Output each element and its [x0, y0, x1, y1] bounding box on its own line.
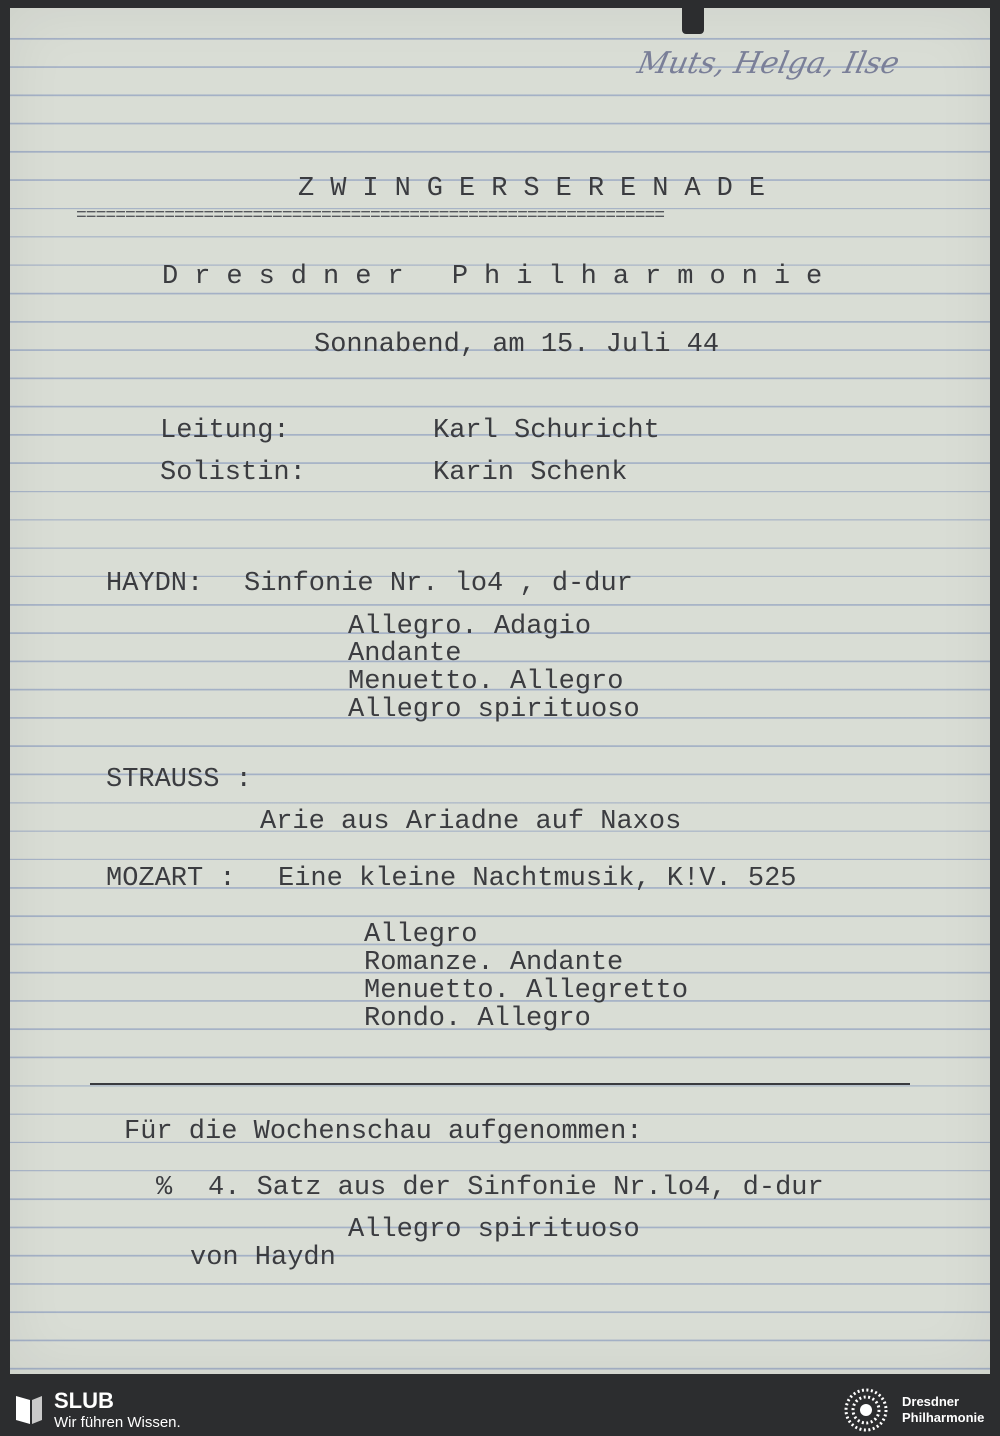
partner-name-line: Philharmonie [902, 1410, 985, 1425]
newsreel-heading: Für die Wochenschau aufgenommen: [124, 1117, 643, 1147]
title-underline: ============================================================ [76, 206, 665, 226]
conductor-label: Leitung: [160, 416, 290, 446]
section-divider [90, 1083, 910, 1085]
strauss-composer: STRAUSS : [106, 765, 252, 795]
mozart-movement: Rondo. Allegro [364, 1004, 591, 1034]
newsreel-line: Allegro spirituoso [348, 1215, 640, 1245]
haydn-movement: Menuetto. Allegro [348, 667, 624, 697]
mozart-composer: MOZART : [106, 864, 236, 894]
slub-title: SLUB [54, 1388, 114, 1413]
soloist-label: Solistin: [160, 458, 306, 488]
haydn-composer: HAYDN: [106, 569, 204, 599]
strauss-work: Arie aus Ariadne auf Naxos [260, 807, 682, 837]
slub-subtitle: Wir führen Wissen. [54, 1414, 181, 1431]
orchestra-name: Dresdner Philharmonie [162, 262, 839, 292]
typed-program-sheet [10, 8, 990, 1374]
slub-logo-icon [14, 1392, 44, 1426]
paper-notch [682, 8, 704, 34]
haydn-work: Sinfonie Nr. lo4 , d-dur [244, 569, 633, 599]
page-title: ZWINGERSERENADE [298, 174, 782, 204]
newsreel-mark: % [156, 1173, 173, 1203]
handwritten-names: Muts, Helga, Ilse [634, 46, 903, 81]
haydn-movement: Andante [348, 639, 462, 669]
mozart-movement: Menuetto. Allegretto [364, 976, 689, 1006]
mozart-movement: Romanze. Andante [364, 948, 624, 978]
newsreel-line: 4. Satz aus der Sinfonie Nr.lo4, d-dur [208, 1173, 824, 1203]
haydn-movement: Allegro spirituoso [348, 695, 640, 725]
newsreel-line: von Haydn [190, 1243, 336, 1273]
haydn-movement: Allegro. Adagio [348, 612, 592, 642]
footer-bar [0, 1382, 1000, 1436]
philharmonie-logo-icon [840, 1386, 892, 1434]
conductor-name: Karl Schuricht [433, 416, 660, 446]
soloist-name: Karin Schenk [433, 458, 628, 488]
mozart-work: Eine kleine Nachtmusik, K!V. 525 [278, 864, 797, 894]
mozart-movement: Allegro [364, 920, 478, 950]
concert-date: Sonnabend, am 15. Juli 44 [314, 330, 720, 360]
partner-name-line: Dresdner [902, 1394, 960, 1409]
